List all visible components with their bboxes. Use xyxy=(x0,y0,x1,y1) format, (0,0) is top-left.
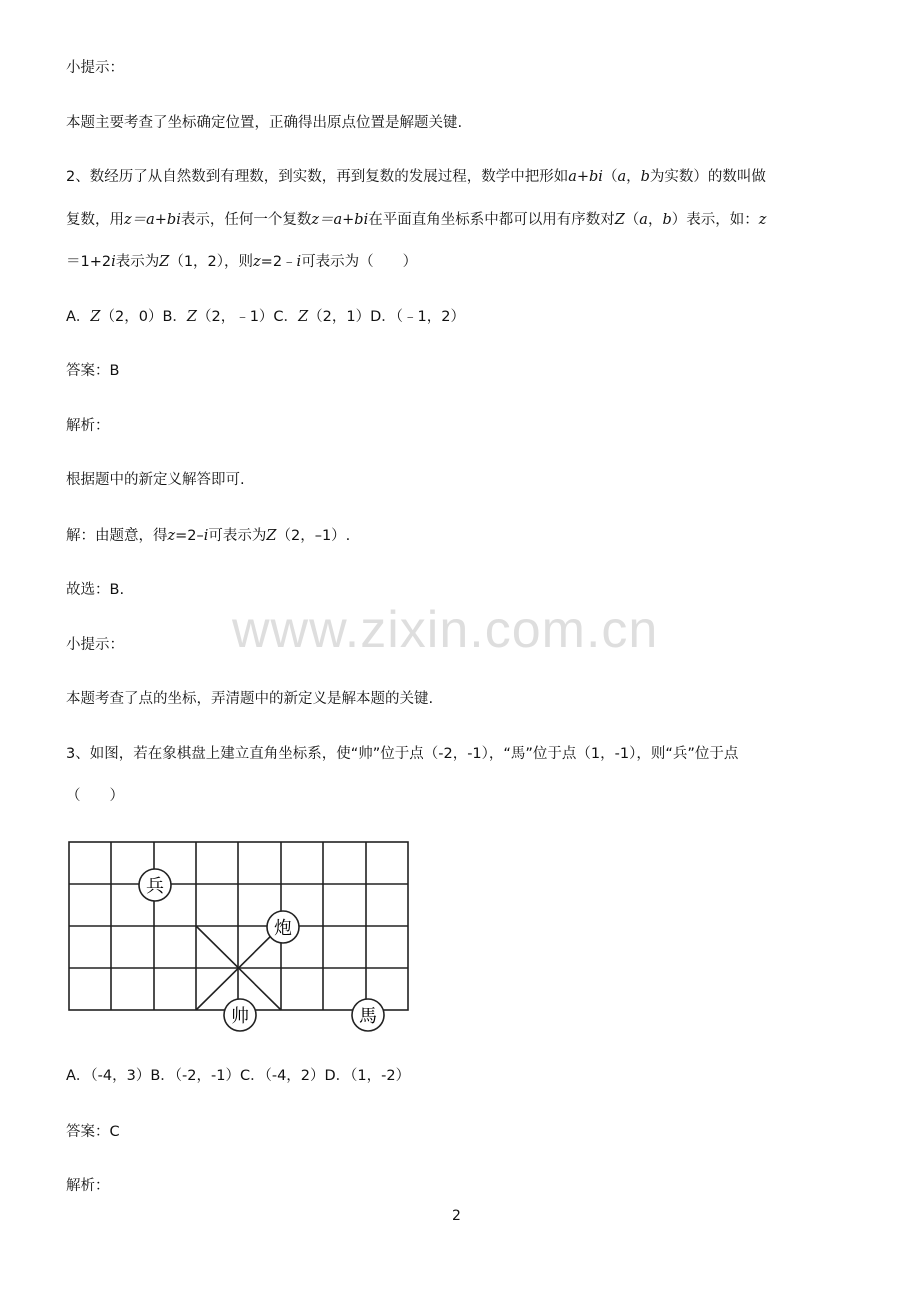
q2-line2: 复数，用z＝a+bi表示，任何一个复数z＝a+bi在平面直角坐标系中都可以用有序数对Z（a，b）表示，如：z xyxy=(66,212,767,228)
q2-analysis-label: 解析： xyxy=(66,418,110,434)
hint1-text: 本题主要考查了坐标确定位置，正确得出原点位置是解题关键. xyxy=(66,115,463,131)
chess-board-figure xyxy=(60,835,420,1035)
q2-line3: ＝1+2i表示为Z（1，2），则z=2﹣i可表示为（ ） xyxy=(66,254,418,270)
q2-options: A．Z（2，0）B．Z（2，﹣1）C．Z（2，1）D．（﹣1，2） xyxy=(66,309,465,325)
hint1-label: 小提示： xyxy=(66,60,124,76)
piece-shuai xyxy=(224,999,256,1031)
piece-bing xyxy=(139,869,171,901)
hint2-text: 本题考查了点的坐标，弄清题中的新定义是解本题的关键. xyxy=(66,691,434,707)
q3-options: A．（-4，3）B．（-2，-1）C．（-4，2）D．（1，-2） xyxy=(66,1068,411,1084)
q2-choose: 故选：B. xyxy=(66,582,125,598)
watermark: www.zixin.com.cn xyxy=(232,601,659,659)
q3-line2: （ ） xyxy=(66,788,124,804)
q2-answer: 答案：B xyxy=(66,363,120,379)
piece-pao-label: 炮 xyxy=(274,918,292,939)
piece-pao xyxy=(267,911,299,943)
q3-answer: 答案：C xyxy=(66,1124,120,1140)
q3-line1: 3、如图，若在象棋盘上建立直角坐标系，使“帅”位于点（-2，-1），“馬”位于点（1，-1），则“兵”位于点 xyxy=(66,746,739,762)
hint2-label: 小提示： xyxy=(66,637,124,653)
piece-shuai-label: 帅 xyxy=(231,1006,249,1027)
q2-analysis: 根据题中的新定义解答即可. xyxy=(66,472,245,488)
piece-ma xyxy=(352,999,384,1031)
q2-solution: 解：由题意，得z=2–i可表示为Z（2，–1）. xyxy=(66,528,351,544)
piece-ma-label: 馬 xyxy=(359,1006,377,1027)
q3-analysis-label: 解析： xyxy=(66,1178,110,1194)
piece-bing-label: 兵 xyxy=(146,876,164,897)
q2-line1: 2、数经历了从自然数到有理数，到实数，再到复数的发展过程，数学中把形如a+bi（a，b为实数）的数叫做 xyxy=(66,169,766,185)
page-number: 2 xyxy=(452,1208,461,1224)
